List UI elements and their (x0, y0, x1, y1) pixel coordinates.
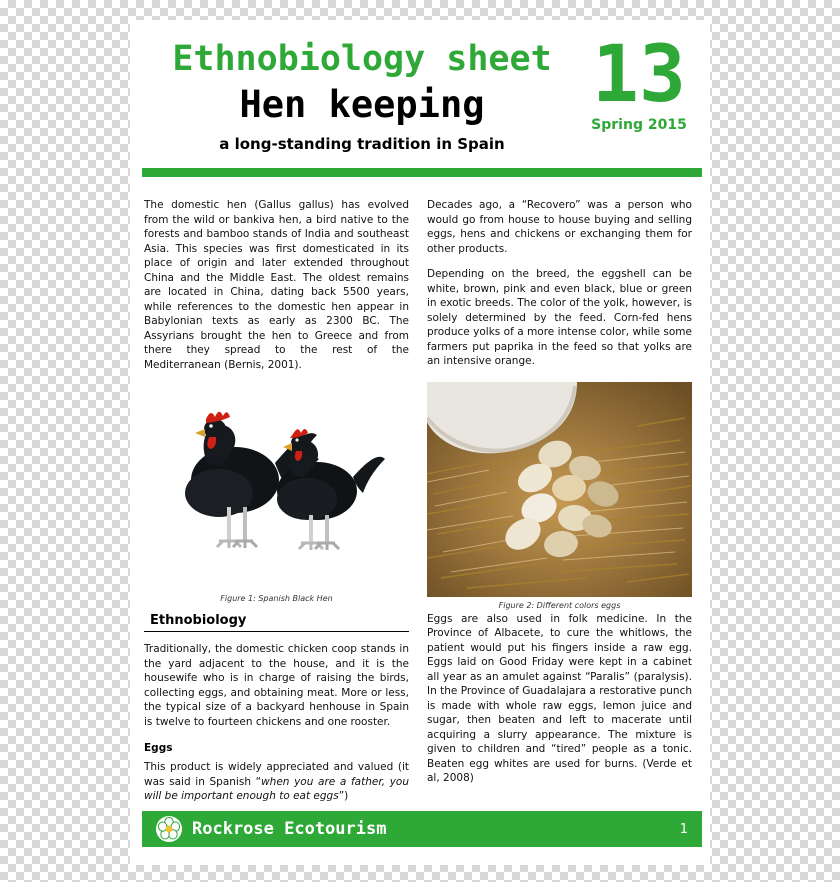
eggs-paragraph-quote: when you are a father, you will be important enough to eat eggs (144, 775, 409, 802)
issue-season: Spring 2015 (591, 117, 687, 133)
document-footer (142, 811, 702, 847)
figure-1-caption: Figure 1: Spanish Black Hen (220, 594, 333, 603)
page-tagline: a long-standing tradition in Spain (219, 135, 505, 153)
folk-medicine-paragraph: Eggs are also used in folk medicine. In the Province of Albacete, to cure the whitlows, the patient would put his fingers inside a raw egg. Eggs laid on Good Friday were kept in a cabinet all year as an amulet against “Paralis” (paralysis). In the Province of Guadalajara a restorative punch is made with whole raw eggs, lemon juice and sugar, then beaten and left to macerate until acquiring a slurry appearance. The mixture is given to children and “tired” people as a tonic. Beaten egg whites are used for burns. (Verde et al, 2008) (427, 612, 692, 784)
intro-paragraph: The domestic hen (Gallus gallus) has evolved from the wild or bankiva hen, a bird native to the forests and bamboo stands of India and southeast Asia. This species was first domesticated in its place of origin and later extended throughout China and the Middle East. The oldest remains are located in China, dating back 5500 years, while references to the domestic hen appear in Babylonian texts as early as 2300 BC. The Assyrians brought the hen to Greece and from there they spread to the rest of the Mediterranean (Bernis, 2001). (144, 199, 409, 371)
figure-1 (144, 385, 409, 603)
right-column (427, 198, 692, 817)
left-column (144, 198, 409, 817)
footer-brand: Rockrose Ecotourism (192, 819, 387, 839)
issue-block (574, 30, 704, 133)
coop-paragraph: Traditionally, the domestic chicken coop stands in the yard adjacent to the house, and it is the housewife who is in charge of raising the birds, collecting eggs, and obtaining meat. More or less, the typical size of a backyard henhouse in Spain is twelve to fourteen chickens and one rooster. (144, 643, 409, 728)
figure-2 (427, 382, 692, 610)
document-page (130, 20, 710, 865)
recovero-paragraph: Decades ago, a “Recovero” was a person who would go from house to house buying and selling eggs, hens and chickens or exchanging them for other products. (427, 199, 692, 255)
eggs-nest-photo (427, 382, 692, 597)
document-header (130, 20, 710, 198)
eggs-paragraph-lead: This product is widely appreciated and valued (it was said in Spanish “ (144, 761, 409, 788)
subheading-eggs: Eggs (144, 742, 173, 754)
page-subtitle: Hen keeping (239, 83, 485, 126)
eggs-paragraph (144, 760, 409, 804)
page-number: 1 (679, 821, 688, 837)
page-title: Ethnobiology sheet (172, 39, 552, 79)
figure-2-caption: Figure 2: Different colors eggs (498, 600, 621, 610)
hens-photo (157, 385, 397, 590)
content-columns (130, 198, 710, 817)
section-heading-ethnobiology: Ethnobiology (150, 613, 247, 628)
header-divider (142, 168, 702, 177)
eggshell-paragraph: Depending on the breed, the eggshell can be white, brown, pink and even black, blue or green in exotic breeds. The color of the yolk, however, is solely determined by the feed. Corn-fed hens produce yolks of a more intense color, while some farmers put paprika in the feed so that yolks are an intensive orange. (427, 268, 692, 367)
flower-icon (156, 816, 182, 842)
section-divider (144, 631, 409, 632)
eggs-paragraph-tail: ”) (338, 790, 349, 802)
title-block (152, 38, 572, 153)
issue-number: 13 (592, 30, 686, 120)
